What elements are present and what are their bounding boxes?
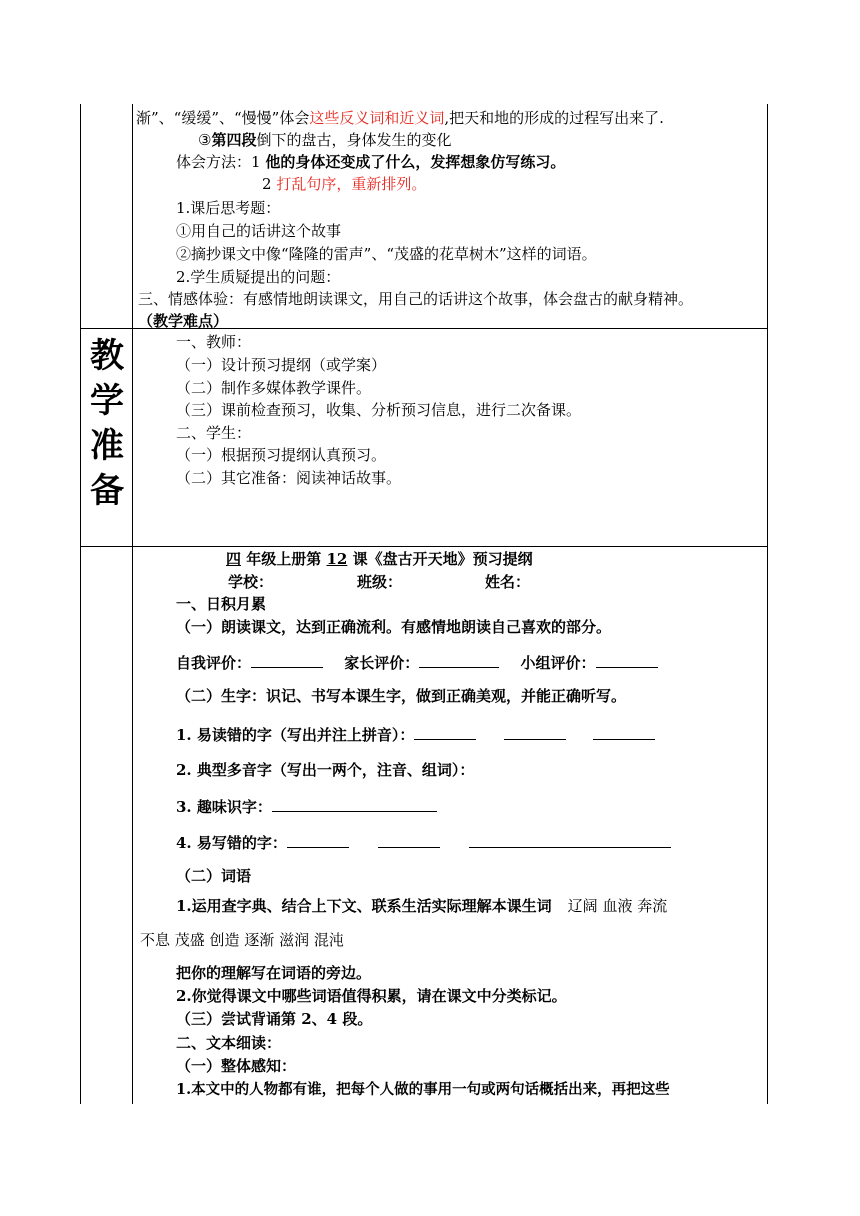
answer-blank[interactable] [272,798,437,812]
text-line: （二）其它准备：阅读神话故事。 [176,469,402,487]
text-line: 2.学生质疑提出的问题： [176,268,341,286]
text-line: （二）制作多媒体教学课件。 [176,379,372,397]
answer-blank[interactable] [593,726,655,740]
section-label-char: 教 [90,336,124,376]
answer-blank[interactable] [504,726,566,740]
question-2: 2. 典型多音字（写出一两个，注音、组词）： [176,761,475,779]
table-right-border [767,104,768,1104]
class-label: 班级： [357,573,403,591]
text-line: 一、教师： [176,333,252,351]
table-row-divider-2 [80,546,768,547]
name-label: 姓名： [485,573,531,591]
answer-blank[interactable] [469,834,671,848]
text-line: 不息 茂盛 创造 逐渐 滋润 混沌 [140,931,344,949]
text-line: 1.运用查字典、结合上下文、联系生活实际理解本课生词 辽阔 血液 奔流 [176,897,668,915]
text-line: 渐”、“缓缓”、“慢慢”体会这些反义词和近义词,把天和地的形成的过程写出来了. [136,109,664,127]
text-line: 体会方法：1 他的身体还变成了什么，发挥想象仿写练习。 [176,153,566,171]
text-line: 2 打乱句序，重新排列。 [262,175,427,193]
evaluation-row: 自我评价： 家长评价： 小组评价： [176,654,658,671]
answer-blank[interactable] [414,726,476,740]
heading: （二）词语 [176,867,252,885]
worksheet-title: 四 年级上册第 12 课《盘古开天地》预习提纲 [226,550,533,568]
question-4: 4. 易写错的字： [176,834,671,851]
text-line: （一）设计预习提纲（或学案） [176,356,387,374]
group-eval-blank[interactable] [596,654,658,668]
text-line: （教学难点） [138,312,229,330]
text-line: 二、学生： [176,424,252,442]
school-label: 学校： [228,573,274,591]
section-label-char: 备 [90,471,124,511]
heading: 一、日积月累 [176,595,267,613]
question-1: 1. 易读错的字（写出并注上拼音）： [176,726,655,743]
table-left-border [80,104,81,1104]
section-label-char: 学 [90,381,124,421]
answer-blank[interactable] [287,834,349,848]
text-line: 三、情感体验：有感情地朗读课文，用自己的话讲这个故事，体会盘古的献身精神。 [138,290,694,308]
text-line: 1.课后思考题： [176,199,281,217]
text-line: ③第四段倒下的盘古，身体发生的变化 [198,131,452,149]
text-line: ②摘抄课文中像“隆隆的雷声”、“茂盛的花草树木”这样的词语。 [176,245,597,263]
question-3: 3. 趣味识字： [176,798,437,815]
text-line: （三）尝试背诵第 2、4 段。 [176,1010,373,1028]
section-label-char: 准 [90,426,124,466]
text-line: （一）朗读课文，达到正确流利。有感情地朗读自己喜欢的部分。 [176,618,612,636]
parent-eval-blank[interactable] [419,654,499,668]
self-eval-blank[interactable] [251,654,323,668]
heading: （一）整体感知： [176,1057,297,1075]
text-line: （三）课前检查预习，收集、分析预习信息，进行二次备课。 [176,401,582,419]
text-line: （一）根据预习提纲认真预习。 [176,446,387,464]
text-line: 把你的理解写在词语的旁边。 [176,964,372,982]
table-column-divider [132,104,133,1104]
text-line: 1.本文中的人物都有谁，把每个人做的事用一句或两句话概括出来，再把这些 [176,1081,670,1098]
heading: 二、文本细读： [176,1034,282,1052]
text-line: ①用自己的话讲这个故事 [176,222,342,240]
text-line: （二）生字：识记、书写本课生字，做到正确美观，并能正确听写。 [176,687,627,705]
answer-blank[interactable] [378,834,440,848]
text-line: 2.你觉得课文中哪些词语值得积累，请在课文中分类标记。 [176,987,567,1005]
